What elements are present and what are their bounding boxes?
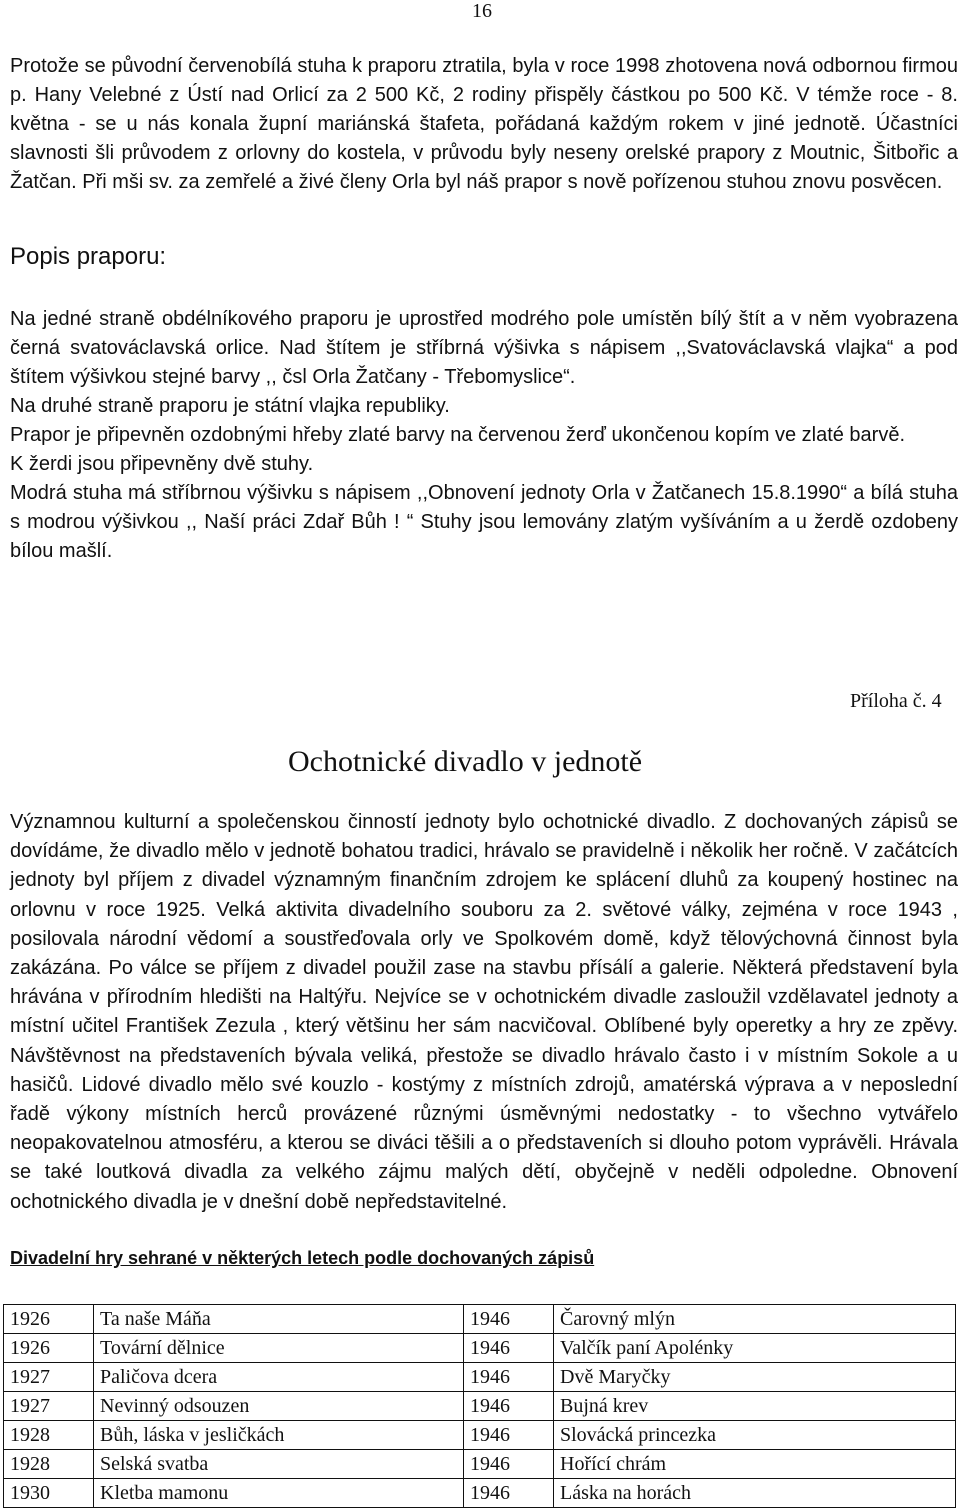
table-row — [4, 1305, 956, 1334]
play-year: 1926 — [4, 1305, 94, 1334]
table-row — [4, 1450, 956, 1479]
table-row — [4, 1392, 956, 1421]
play-year: 1927 — [4, 1392, 94, 1421]
plays-table-title: Divadelní hry sehrané v některých letech podle dochovaných zápisů — [10, 1248, 595, 1268]
flag-description-line: Prapor je připevněn ozdobnými hřeby zlaté barvy na červenou žerď ukončenou kopím ve zlaté barvě. — [10, 424, 906, 446]
table-row — [4, 1421, 956, 1450]
table-row — [4, 1363, 956, 1392]
play-year: 1927 — [4, 1363, 94, 1392]
play-title: Slovácká princezka — [554, 1421, 956, 1450]
play-title: Kletba mamonu — [94, 1479, 464, 1508]
play-title: Selská svatba — [94, 1450, 464, 1479]
flag-description-line: Na druhé straně praporu je státní vlajka republiky. — [10, 395, 450, 417]
play-year: 1946 — [464, 1334, 554, 1363]
play-year: 1928 — [4, 1421, 94, 1450]
play-title: Bůh, láska v jesličkách — [94, 1421, 464, 1450]
appendix-label: Příloha č. 4 — [850, 690, 942, 712]
play-year: 1946 — [464, 1479, 554, 1508]
play-title: Hořící chrám — [554, 1450, 956, 1479]
play-title: Paličova dcera — [94, 1363, 464, 1392]
plays-table — [3, 1304, 956, 1508]
flag-description-line: Na jedné straně obdélníkového praporu je uprostřed modrého pole umístěn bílý štít a v něm vyobrazena černá svatováclavská orlice. Nad štítem je stříbrná výšivka s nápisem ,,Svatováclavská vlajka“ a pod štítem výšivkou stejné barvy ,, čsl Orla Žatčany - Třebomyslice“. — [10, 308, 958, 388]
intro-paragraph: Protože se původní červenobílá stuha k praporu ztratila, byla v roce 1998 zhotovena nová odbornou firmou p. Hany Velebné z Ústí nad Orlicí za 2 500 Kč, 2 rodiny přispěly částkou po 500 Kč. V témže roce - 8. května - se u nás konala župní mariánská štafeta, pořádaná každým rokem v jiné jednotě. Účastníci slavnosti šli průvodem z orlovny do kostela, v průvodu byly neseny orelské prapory z Moutnic, Šitbořic a Žatčan. Při mši sv. za zemřelé a živé členy Orla byl náš prapor s nově pořízenou stuhou znovu posvěcen. — [10, 55, 958, 193]
flag-section-heading: Popis praporu: — [10, 243, 167, 270]
table-row — [4, 1479, 956, 1508]
play-year: 1946 — [464, 1305, 554, 1334]
play-title: Nevinný odsouzen — [94, 1392, 464, 1421]
flag-description — [10, 305, 958, 566]
play-title: Dvě Maryčky — [554, 1363, 956, 1392]
play-year: 1926 — [4, 1334, 94, 1363]
page-number: 16 — [472, 0, 492, 22]
theatre-title: Ochotnické divadlo v jednotě — [288, 745, 643, 778]
play-title: Láska na horách — [554, 1479, 956, 1508]
play-year: 1928 — [4, 1450, 94, 1479]
play-year: 1946 — [464, 1363, 554, 1392]
play-year: 1946 — [464, 1392, 554, 1421]
table-row — [4, 1334, 956, 1363]
play-title: Ta naše Máňa — [94, 1305, 464, 1334]
play-title: Bujná krev — [554, 1392, 956, 1421]
play-title: Tovární dělnice — [94, 1334, 464, 1363]
play-title: Čarovný mlýn — [554, 1305, 956, 1334]
play-year: 1946 — [464, 1421, 554, 1450]
flag-description-line: Modrá stuha má stříbrnou výšivku s nápisem ,,Obnovení jednoty Orla v Žatčanech 15.8.1990“ a bílá stuha s modrou výšivkou ,, Naší práci Zdař Bůh ! “ Stuhy jsou lemovány zlatým vyšíváním a u žerdě ozdobeny bílou mašlí. — [10, 482, 958, 562]
flag-description-line: K žerdi jsou připevněny dvě stuhy. — [10, 453, 314, 475]
play-year: 1930 — [4, 1479, 94, 1508]
theatre-paragraph: Významnou kulturní a společenskou činností jednoty bylo ochotnické divadlo. Z dochovaných zápisů se dovídáme, že divadlo mělo v jednotě bohatou tradici, hrávalo se pravidelně i několik her ročně. V začátcích jednoty byl příjem z divadel významným finančním zdrojem ke splácení dluhů za koupený hostinec na orlovnu v roce 1925. Velká aktivita divadelního souboru za 2. světové války, zejména v roce 1943 , posilovala národní vědomí a soustřeďovala orly ve Spolkovém domě, když tělovýchovná činnost byla zakázána. Po válce se příjem z divadel použil zase na stavbu přísálí a galerie. Některá představení byla hrávána v přírodním hledišti na Haltýřu. Nejvíce se v ochotnickém divadle zasloužil vzdělavatel jednoty a místní učitel František Zezula , který většinu her sám nacvičoval. Oblíbené byly operetky a hry ze zpěvy. Návštěvnost na představeních bývala veliká, přestože se divadlo hrávalo často i v místním Sokole a u hasičů. Lidové divadlo mělo své kouzlo - kostýmy z místních zdrojů, amatérská výprava a v neposlední řadě výkony místních herců provázené různými úsměvnými nedostatky - to všechno vytvářelo neopakovatelnou atmosféru, a kterou se diváci těšili a o představeních si dlouho potom vyprávěli. Hrávala se také loutková divadla za velkého zájmu malých dětí, obyčejně v neděli odpoledne. Obnovení ochotnického divadla je v dnešní době nepředstavitelné. — [10, 811, 958, 1213]
play-title: Valčík paní Apolénky — [554, 1334, 956, 1363]
play-year: 1946 — [464, 1450, 554, 1479]
